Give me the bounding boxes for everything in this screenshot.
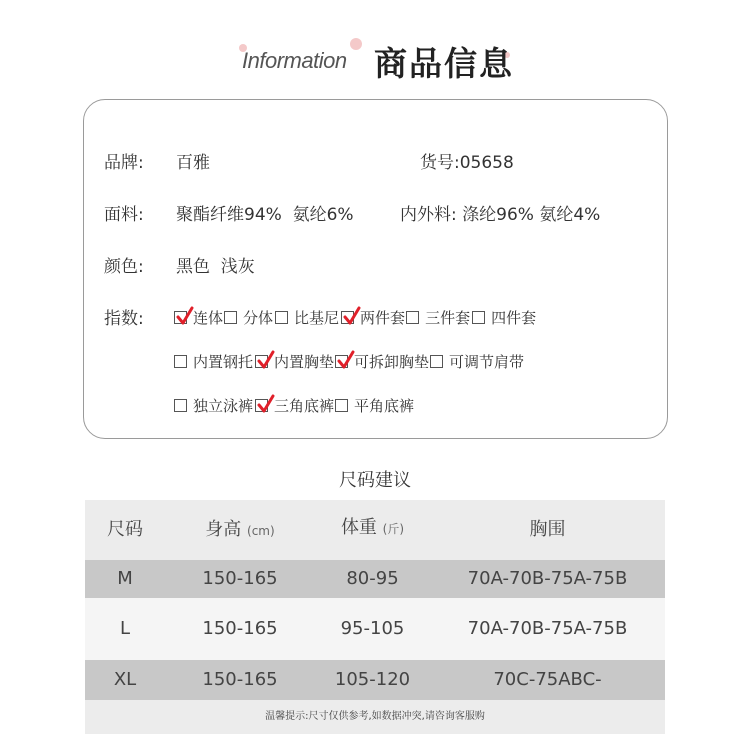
brand-label: 品牌: (104, 153, 144, 173)
checkbox-icon (472, 311, 485, 324)
option-label: 三角底裤 (274, 397, 335, 415)
cell-weight: 105-120 (334, 669, 411, 690)
size-table-header (85, 500, 665, 560)
product-info-card (83, 99, 668, 439)
option-label: 分体 (243, 309, 274, 327)
checkbox-icon (275, 311, 288, 324)
option-label: 平角底裤 (354, 397, 415, 415)
options-row-1 (174, 307, 538, 328)
option-label: 连体 (193, 309, 224, 327)
header-height-unit: (cm) (247, 524, 275, 538)
fabric-label: 面料: (104, 205, 144, 225)
header-weight-label: 体重 (340, 517, 377, 538)
cell-size: L (119, 618, 131, 639)
cell-bust: 70C-75ABC- (493, 669, 602, 690)
checked-box-icon (255, 355, 268, 368)
item-no-label: 货号: (420, 153, 460, 173)
checkbox-icon (335, 399, 348, 412)
option-row3-1 (255, 395, 335, 416)
header-height-label: 身高 (205, 519, 242, 540)
checkbox-icon (430, 355, 443, 368)
header-height (185, 500, 295, 560)
checkbox-icon (174, 355, 187, 368)
size-row (85, 660, 665, 700)
checked-box-icon (255, 399, 268, 412)
option-row1-5 (472, 307, 538, 328)
header-weight-unit: (斤) (382, 522, 405, 536)
checked-box-icon (341, 311, 354, 324)
cell-height: 150-165 (202, 669, 278, 690)
options-row-3 (174, 395, 416, 416)
size-row (85, 598, 665, 660)
item-no-value: 05658 (459, 153, 514, 173)
index-label: 指数: (104, 309, 144, 329)
option-row3-2 (335, 395, 416, 416)
lining-label: 内外料: (400, 205, 457, 225)
cell-bust: 70A-70B-75A-75B (467, 618, 628, 639)
checkbox-icon (406, 311, 419, 324)
header (0, 18, 750, 83)
option-row3-0 (174, 395, 255, 416)
cell-weight: 95-105 (340, 618, 405, 639)
header-size: 尺码 (107, 519, 143, 540)
fabric-value: 聚酯纤维94% 氨纶6% (176, 205, 354, 225)
color-value: 黑色 浅灰 (176, 257, 255, 277)
option-label: 比基尼 (294, 309, 340, 327)
index-row (104, 304, 144, 329)
option-row1-2 (275, 307, 341, 328)
header-weight (315, 500, 430, 556)
option-label: 内置钢托 (193, 353, 254, 371)
checkbox-icon (224, 311, 237, 324)
item-no-row (420, 148, 514, 173)
option-label: 两件套 (360, 309, 406, 327)
size-row (85, 560, 665, 598)
fabric-row (104, 200, 354, 225)
cell-height: 150-165 (202, 568, 278, 589)
cell-size: M (117, 568, 133, 589)
cell-weight: 80-95 (346, 568, 399, 589)
checked-box-icon (335, 355, 348, 368)
option-row2-3 (430, 351, 526, 372)
option-row2-0 (174, 351, 255, 372)
option-label: 内置胸垫 (274, 353, 335, 371)
size-table (85, 500, 665, 700)
option-row1-1 (224, 307, 275, 328)
cell-size: XL (113, 669, 137, 690)
size-table-body (85, 560, 665, 700)
checkbox-icon (174, 399, 187, 412)
color-label: 颜色: (104, 257, 144, 277)
header-bust: 胸围 (529, 519, 566, 540)
option-label: 独立泳裤 (193, 397, 254, 415)
brand-row (104, 148, 210, 173)
option-label: 可拆卸胸垫 (354, 353, 430, 371)
option-label: 可调节肩带 (449, 353, 525, 371)
checked-box-icon (174, 311, 187, 324)
header-chinese: 商品信息 (374, 44, 514, 83)
option-row2-2 (335, 351, 430, 372)
size-table-title: 尺码建议 (339, 470, 411, 491)
size-note: 温馨提示:尺寸仅供参考,如数据冲突,请咨询客服购 (85, 700, 665, 734)
option-row1-4 (406, 307, 472, 328)
brand-value: 百雅 (176, 153, 210, 173)
options-row-2 (174, 351, 526, 372)
header-english: Information (242, 48, 347, 73)
color-row (104, 252, 255, 277)
option-row1-3 (341, 307, 406, 328)
cell-height: 150-165 (202, 618, 278, 639)
lining-value: 涤纶96% 氨纶4% (462, 205, 601, 225)
cell-bust: 70A-70B-75A-75B (467, 568, 628, 589)
option-row1-0 (174, 307, 224, 328)
option-row2-1 (255, 351, 335, 372)
option-label: 三件套 (425, 309, 471, 327)
decor-dot-right (350, 38, 362, 50)
lining-row (400, 200, 600, 225)
option-label: 四件套 (491, 309, 537, 327)
